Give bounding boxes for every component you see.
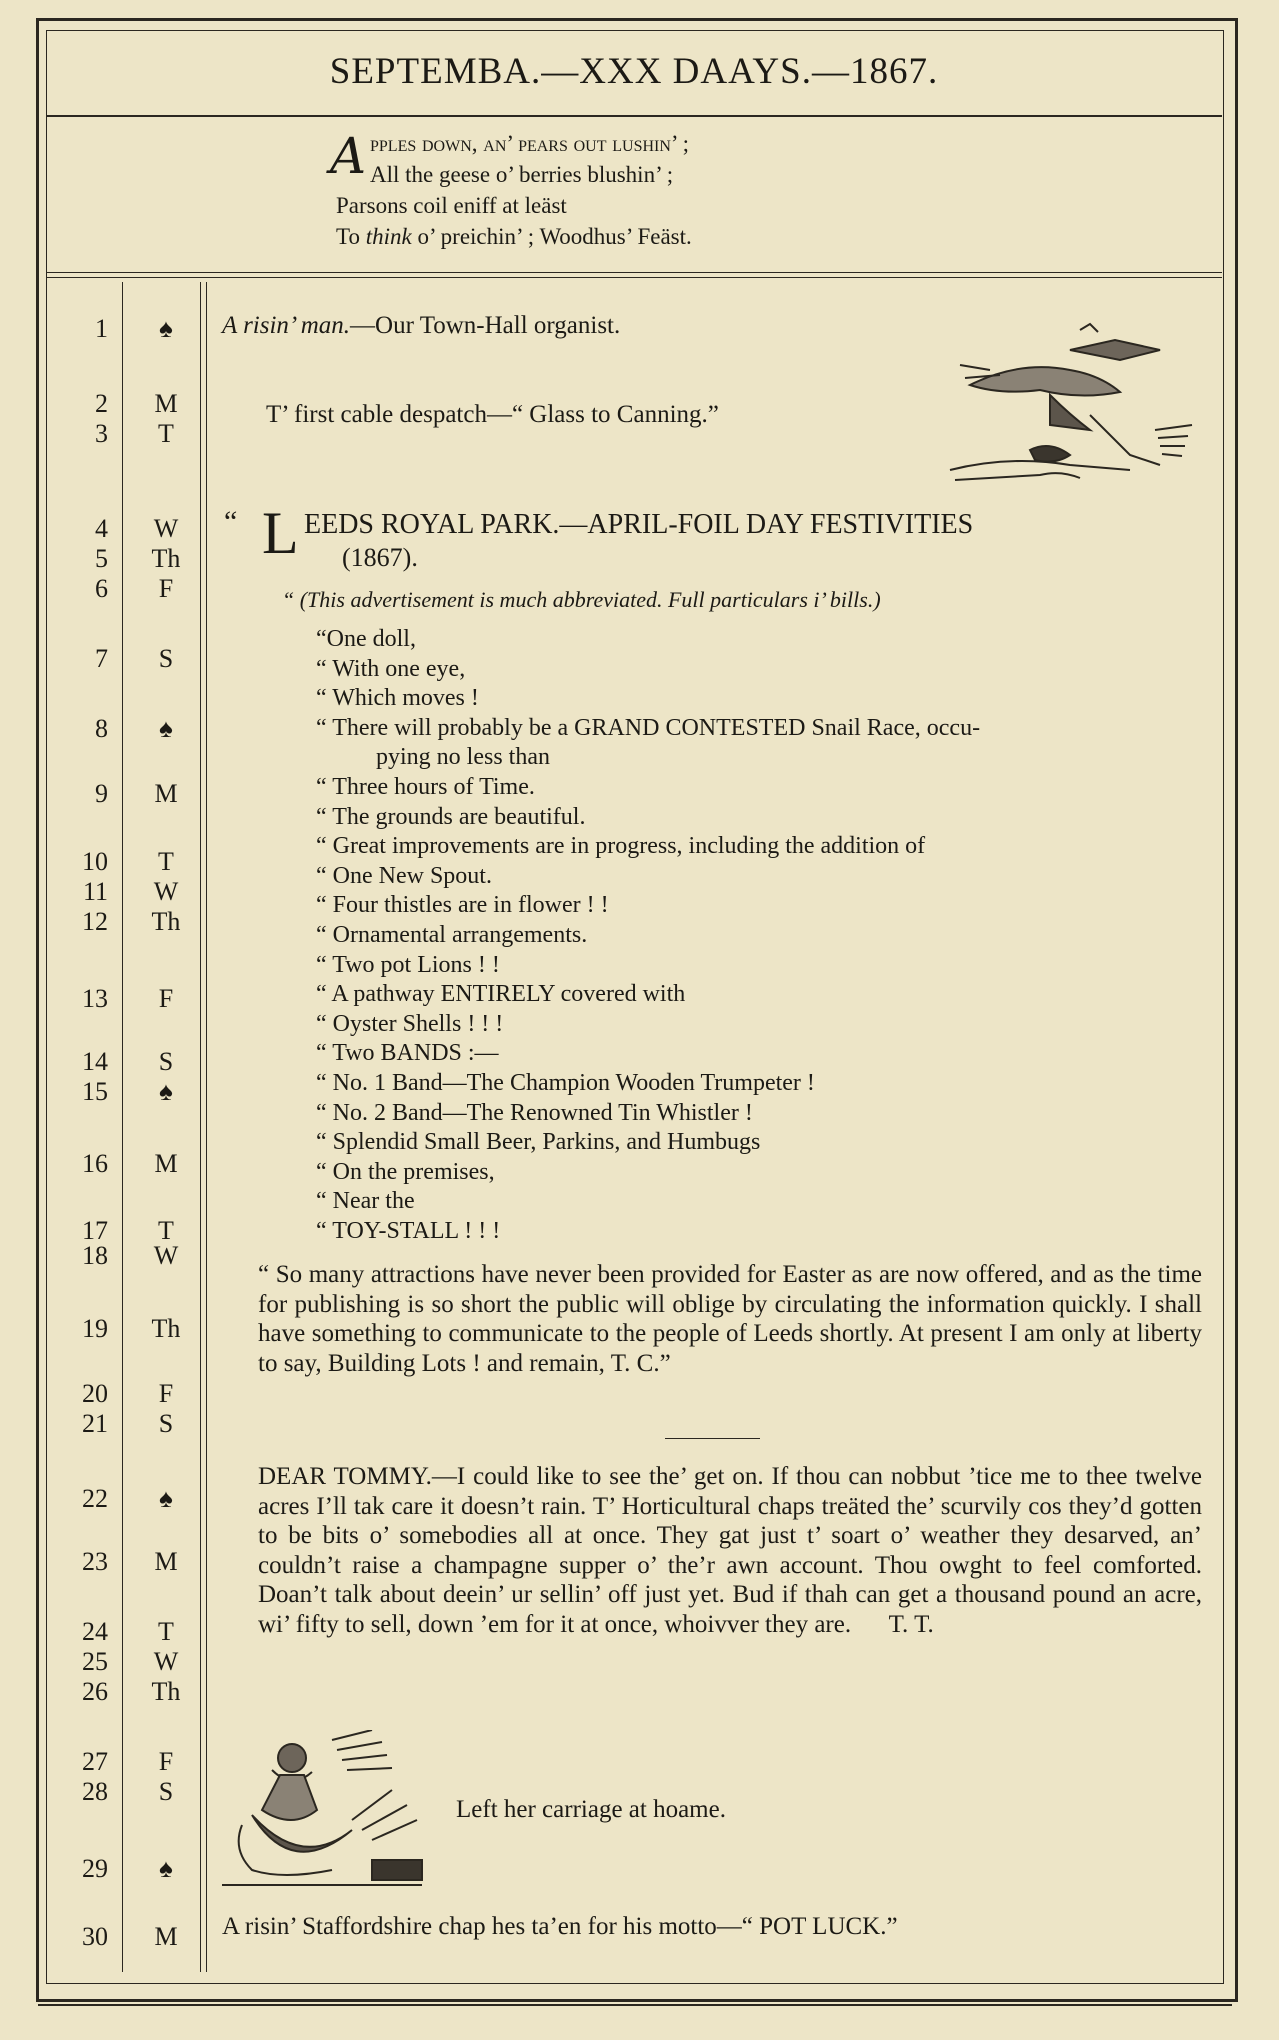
verse-drop-cap: A <box>330 127 367 185</box>
weekday-letter: W <box>153 514 179 543</box>
advert-line: “One doll, <box>316 626 416 652</box>
weekday-letter: T <box>158 1617 174 1646</box>
day-number: 13 <box>82 984 108 1013</box>
weekday-letter: F <box>158 1379 174 1408</box>
advert-line: “ TOY-STALL ! ! ! <box>316 1217 501 1244</box>
flying-figure-illustration <box>930 320 1200 495</box>
weekday-letter: S <box>158 1409 174 1438</box>
weekday-letter: W <box>153 877 179 906</box>
weekday-letter: W <box>153 1241 179 1270</box>
advert-title-line-2: (1867). <box>342 543 418 572</box>
advert-line: “ Near the <box>316 1188 415 1215</box>
day-number: 11 <box>82 877 108 906</box>
weekday-letter: T <box>158 419 174 448</box>
weekday-column-line <box>200 282 201 1972</box>
advert-title-line-1: EEDS ROYAL PARK.—APRIL-FOIL DAY FESTIVITIES <box>304 509 974 540</box>
advert-line: “ One New Spout. <box>316 862 492 889</box>
crinoline-lady-illustration <box>222 1730 432 1900</box>
weekday-letter: Th <box>151 544 181 573</box>
day-number: 3 <box>95 419 108 448</box>
advert-line: “ A pathway ENTIRELY covered with <box>316 981 686 1008</box>
weekday-letter: F <box>158 1747 174 1776</box>
advert-line: “ No. 1 Band—The Champion Wooden Trumpeter ! <box>316 1069 815 1096</box>
advert-open-quote: “ <box>224 505 238 538</box>
sunday-icon: ♠ <box>159 1854 173 1883</box>
day-number: 23 <box>82 1547 108 1576</box>
advert-line: “ Two BANDS :— <box>316 1040 499 1067</box>
weekday-letter: S <box>158 1047 174 1076</box>
sunday-icon: ♠ <box>159 1077 173 1106</box>
advert-line: “ No. 2 Band—The Renowned Tin Whistler ! <box>316 1099 753 1126</box>
day-number: 24 <box>82 1617 108 1646</box>
verse-line-2: All the geese o’ berries blushin’ ; <box>370 162 674 187</box>
day-number: 21 <box>82 1409 108 1438</box>
illustration-caption: Left her carriage at hoame. <box>456 1796 726 1823</box>
day-number: 1 <box>95 314 108 343</box>
weekday-letter: Th <box>151 907 181 936</box>
advert-line: “ There will probably be a GRAND CONTESTED Snail Race, occu- <box>316 714 981 741</box>
day-number: 29 <box>82 1854 108 1883</box>
letter: DEAR TOMMY.—I could like to see the’ get on. If thou can nobbut ’tice me to thee twelve acres I’ll tak care it doesn’t rain. T’ Horticultural chaps treäted the’ scurvily cos they’d gotten to be bits o’ somebodies all at once. They gat just t’ soart o’ weather they desarved, an’ couldn’t raise a champagne supper o’ the’r awn account. Thou owght to feel comforted. Doan’t talk about deein’ ur sellin’ off just yet. Bud if thah can get a thousand pound an acre, wi’ fifty to sell, down ’em for it at once, whoivver they are. T. T. <box>258 1463 1203 1638</box>
verse-rule-double <box>46 277 1222 278</box>
advert-line: “ Four thistles are in flower ! ! <box>316 892 609 919</box>
day-number: 2 <box>95 389 108 418</box>
advert-line: pying no less than <box>376 744 550 771</box>
weekday-letter: Th <box>151 1677 181 1706</box>
weekday-letter: M <box>154 1922 178 1951</box>
advert-lines <box>316 625 1266 1246</box>
day-number: 19 <box>82 1314 108 1343</box>
day-number: 15 <box>82 1077 108 1106</box>
weekday-letter: S <box>158 1777 174 1806</box>
advert-line: “ On the premises, <box>316 1158 495 1185</box>
sunday-icon: ♠ <box>159 1484 173 1513</box>
advert-line: “ With one eye, <box>316 655 466 682</box>
day-number: 22 <box>82 1484 108 1513</box>
day-number: 10 <box>82 847 108 876</box>
day-number: 20 <box>82 1379 108 1408</box>
day-number-column-line <box>122 282 123 1972</box>
sunday-icon: ♠ <box>159 314 173 343</box>
day-number: 14 <box>82 1047 108 1076</box>
verse-rule <box>46 272 1222 273</box>
advert-line: “ The grounds are beautiful. <box>316 803 586 830</box>
day-number: 6 <box>95 574 108 603</box>
advert-line: “ Splendid Small Beer, Parkins, and Humbugs <box>316 1129 761 1156</box>
day-number: 30 <box>82 1922 108 1951</box>
day-number: 9 <box>95 779 108 808</box>
weekday-letter: T <box>158 847 174 876</box>
section-divider <box>665 1438 760 1439</box>
day-number: 18 <box>82 1241 108 1270</box>
advert-line: “ Great improvements are in progress, including the addition of <box>316 833 926 860</box>
day-number: 27 <box>82 1747 108 1776</box>
verse-line-4: To think o’ preichin’ ; Woodhus’ Feäst. <box>336 224 692 249</box>
weekday-letter: S <box>158 644 174 673</box>
title-rule <box>46 115 1222 117</box>
opening-verse <box>336 128 1036 252</box>
advert-note: “ (This advertisement is much abbreviated. Full particulars i’ bills.) <box>282 587 881 612</box>
advert-closing: “ So many attractions have never been provided for Easter as are now offered, and as the time for publishing is so short the public will oblige by circulating the information quickly. I shall have something to communicate to the people of Leeds shortly. At present I am only at liberty to say, Building Lots ! and remain, T. C.” <box>258 1261 1202 1377</box>
weekday-letter: Th <box>151 1314 181 1343</box>
advert-line: “ Oyster Shells ! ! ! <box>316 1010 504 1037</box>
verse-line-1: pples down, an’ pears out lushin’ ; <box>370 131 690 156</box>
bottom-rule <box>38 2004 1232 2006</box>
advert-drop-cap: L <box>262 500 299 566</box>
weekday-letter: F <box>158 984 174 1013</box>
entry-day-1: A risin’ man.—Our Town-Hall organist. <box>222 312 621 339</box>
weekday-column-line-double <box>206 282 207 1972</box>
day-number: 12 <box>82 907 108 936</box>
entry-day-2: T’ first cable despatch—“ Glass to Canning.” <box>266 401 719 428</box>
day-number: 7 <box>95 644 108 673</box>
advert-line: “ Ornamental arrangements. <box>316 921 588 948</box>
page-title: SEPTEMBA.—XXX DAAYS.—1867. <box>329 51 939 92</box>
weekday-letter: M <box>154 389 178 418</box>
weekday-letter: W <box>153 1647 179 1676</box>
day-number: 4 <box>95 514 108 543</box>
day-number: 26 <box>82 1677 108 1706</box>
closing-motto: A risin’ Staffordshire chap hes ta’en for his motto—“ POT LUCK.” <box>222 1913 898 1940</box>
advert-line: “ Two pot Lions ! ! <box>316 951 500 978</box>
sunday-icon: ♠ <box>159 714 173 743</box>
day-number: 28 <box>82 1777 108 1806</box>
verse-line-3: Parsons coil eniff at leäst <box>336 193 567 218</box>
weekday-letter: T <box>158 1216 174 1245</box>
day-number: 16 <box>82 1149 108 1178</box>
advert-line: “ Three hours of Time. <box>316 773 535 800</box>
day-number: 25 <box>82 1647 108 1676</box>
weekday-letter: M <box>154 779 178 808</box>
weekday-letter: F <box>158 574 174 603</box>
weekday-letter: M <box>154 1149 178 1178</box>
day-number: 17 <box>82 1216 108 1245</box>
weekday-letter: M <box>154 1547 178 1576</box>
advert-line: “ Which moves ! <box>316 685 479 712</box>
day-number: 5 <box>95 544 108 573</box>
day-number: 8 <box>95 714 108 743</box>
